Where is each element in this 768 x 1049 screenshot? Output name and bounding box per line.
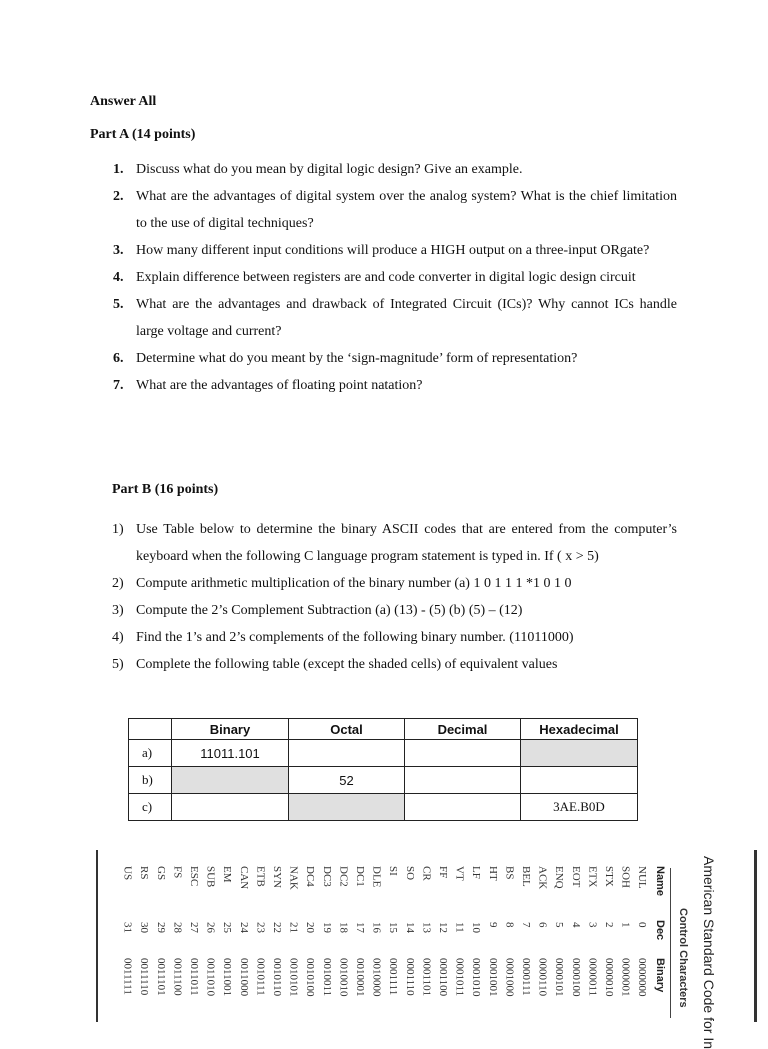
question-text: Compute the 2’s Complement Subtraction (a) (13) - (5) (b) (5) – (12) xyxy=(136,603,523,618)
question-number: 1) xyxy=(112,522,124,537)
ascii-cell-bin: 0011111 xyxy=(121,958,134,995)
ascii-cell-dec: 27 xyxy=(188,922,200,933)
cell-octal xyxy=(289,740,405,767)
question-number: 1. xyxy=(113,162,124,177)
part-b-question xyxy=(112,597,677,624)
ascii-cell-name: DC4 xyxy=(304,866,317,887)
ascii-cell-name: SOH xyxy=(619,866,632,889)
ascii-cell-name: ETX xyxy=(586,866,599,888)
ascii-cell-dec: 17 xyxy=(354,922,366,933)
ascii-cell-bin: 0011001 xyxy=(221,958,234,997)
question-number: 3. xyxy=(113,243,124,258)
question-number: 5. xyxy=(113,297,124,312)
ascii-cell-bin: 0001100 xyxy=(437,958,449,997)
ascii-header-binary: Binary xyxy=(654,958,666,993)
row-label: b) xyxy=(129,767,172,794)
part-b-question xyxy=(112,570,677,597)
cell-decimal xyxy=(405,740,521,767)
part-a-question-list xyxy=(113,156,677,399)
ascii-cell-dec: 10 xyxy=(470,922,483,933)
cell-binary xyxy=(172,794,289,821)
question-number: 6. xyxy=(113,351,124,366)
ascii-cell-bin: 0000110 xyxy=(536,958,549,997)
question-number: 2) xyxy=(112,576,124,591)
cell-hexadecimal: 3AE.B0D xyxy=(521,794,638,821)
ascii-cell-name: CAN xyxy=(237,866,250,890)
question-text: What are the advantages and drawback of Integrated Circuit (ICs)? Why cannot ICs handle large voltage and current? xyxy=(136,297,677,339)
ascii-cell-bin: 0000111 xyxy=(520,958,532,996)
ascii-cell-bin: 0010101 xyxy=(287,958,300,997)
instructions-heading: Answer All xyxy=(90,94,157,109)
question-number: 2. xyxy=(113,189,124,204)
ascii-cell-bin: 0010010 xyxy=(337,958,350,997)
ascii-cell-dec: 19 xyxy=(320,922,333,933)
ascii-cell-dec: 29 xyxy=(154,922,167,933)
ascii-cell-dec: 20 xyxy=(304,922,317,933)
question-text: Compute arithmetic multiplication of the binary number (a) 1 0 1 1 1 *1 0 1 0 xyxy=(136,576,572,591)
question-text: Determine what do you meant by the ‘sign-magnitude’ form of representation? xyxy=(136,351,578,366)
table-row xyxy=(129,740,638,767)
ascii-cell-bin: 0000100 xyxy=(569,958,582,997)
ascii-header-name: Name xyxy=(654,866,666,896)
ascii-cell-name: SYN xyxy=(271,866,283,889)
ascii-cell-dec: 12 xyxy=(437,922,449,933)
cell-hexadecimal-shaded xyxy=(521,740,638,767)
ascii-cell-dec: 21 xyxy=(287,922,300,933)
ascii-cell-bin: 0010011 xyxy=(320,958,333,997)
ascii-cell-name: HT xyxy=(486,866,499,881)
header-blank xyxy=(129,719,172,740)
ascii-cell-dec: 15 xyxy=(387,922,400,933)
header-binary: Binary xyxy=(172,719,289,740)
ascii-cell-dec: 5 xyxy=(553,922,566,928)
cell-binary: 11011.101 xyxy=(172,740,289,767)
cell-hexadecimal xyxy=(521,767,638,794)
ascii-cell-name: DC3 xyxy=(320,866,333,887)
ascii-cell-name: BEL xyxy=(520,866,532,887)
cell-decimal xyxy=(405,767,521,794)
cell-octal: 52 xyxy=(289,767,405,794)
ascii-cell-dec: 26 xyxy=(204,922,217,933)
ascii-cell-bin: 0011010 xyxy=(204,958,217,997)
ascii-cell-bin: 0001111 xyxy=(387,958,400,996)
ascii-cell-bin: 0001101 xyxy=(420,958,433,997)
ascii-cell-bin: 0011011 xyxy=(188,958,200,996)
row-label: c) xyxy=(129,794,172,821)
ascii-table-subtitle: Control Characters xyxy=(677,908,689,1008)
ascii-cell-dec: 6 xyxy=(536,922,549,928)
part-a-question xyxy=(113,372,677,399)
ascii-cell-dec: 30 xyxy=(138,922,151,933)
ascii-cell-name: GS xyxy=(154,866,167,881)
ascii-cell-bin: 0000000 xyxy=(636,958,649,997)
ascii-cell-dec: 2 xyxy=(603,922,615,928)
part-b-question xyxy=(112,516,677,570)
ascii-cell-bin: 0000010 xyxy=(603,958,615,997)
ascii-cell-bin: 0001000 xyxy=(503,958,516,997)
question-text: Discuss what do you mean by digital logic design? Give an example. xyxy=(136,162,523,177)
cell-binary-shaded xyxy=(172,767,289,794)
ascii-cell-dec: 18 xyxy=(337,922,350,933)
ascii-cell-dec: 24 xyxy=(237,922,250,933)
ascii-cell-name: ESC xyxy=(188,866,200,887)
row-label: a) xyxy=(129,740,172,767)
ascii-cell-dec: 8 xyxy=(503,922,516,928)
ascii-cell-name: DLE xyxy=(370,866,383,888)
question-text: Use Table below to determine the binary ASCII codes that are entered from the computer’s keyboard when the following C language program statement is typed in. If ( x > 5) xyxy=(136,522,677,564)
ascii-cell-bin: 0001110 xyxy=(403,958,416,996)
ascii-cell-name: SO xyxy=(403,866,416,881)
part-b-title: Part B (16 points) xyxy=(112,482,219,497)
ascii-cell-dec: 4 xyxy=(569,922,582,928)
ascii-cell-bin: 0011101 xyxy=(154,958,167,996)
question-text: How many different input conditions will produce a HIGH output on a three-input ORgate? xyxy=(136,243,650,258)
part-b-question-list xyxy=(112,516,677,678)
ascii-cell-bin: 0010001 xyxy=(354,958,366,997)
question-text: Explain difference between registers are and code converter in digital logic design circuit xyxy=(136,270,636,285)
ascii-cell-name: BS xyxy=(503,866,516,880)
ascii-cell-bin: 0001001 xyxy=(486,958,499,997)
question-number: 3) xyxy=(112,603,124,618)
ascii-cell-bin: 0010110 xyxy=(271,958,283,997)
ascii-cell-name: EOT xyxy=(569,866,582,888)
ascii-cell-dec: 1 xyxy=(619,922,632,928)
ascii-cell-name: NUL xyxy=(636,866,649,889)
ascii-cell-dec: 3 xyxy=(586,922,599,928)
question-number: 4) xyxy=(112,630,124,645)
part-a-question xyxy=(113,291,677,345)
question-number: 4. xyxy=(113,270,124,285)
part-a-title: Part A (14 points) xyxy=(90,127,196,142)
ascii-cell-dec: 28 xyxy=(171,922,184,933)
question-text: Complete the following table (except the shaded cells) of equivalent values xyxy=(136,657,558,672)
header-hexadecimal: Hexadecimal xyxy=(521,719,638,740)
part-a-question xyxy=(113,264,677,291)
ascii-header-dec: Dec xyxy=(654,920,666,941)
ascii-cell-name: SI xyxy=(387,866,400,876)
ascii-cell-dec: 9 xyxy=(486,922,499,928)
ascii-cell-name: NAK xyxy=(287,866,300,890)
question-text: Find the 1’s and 2’s complements of the following binary number. (11011000) xyxy=(136,630,574,645)
ascii-cell-dec: 25 xyxy=(221,922,234,933)
part-a-question xyxy=(113,345,677,372)
question-number: 5) xyxy=(112,657,124,672)
ascii-cell-name: DC1 xyxy=(354,866,366,887)
ascii-cell-name: ACK xyxy=(536,866,549,890)
ascii-cell-bin: 0010100 xyxy=(304,958,317,997)
ascii-cell-name: ETB xyxy=(254,866,267,887)
header-octal: Octal xyxy=(289,719,405,740)
question-number: 7. xyxy=(113,378,124,393)
question-text: What are the advantages of digital system over the analog system? What is the chief limitation to the use of digital techniques? xyxy=(136,189,677,231)
ascii-cell-dec: 7 xyxy=(520,922,532,928)
ascii-cell-name: RS xyxy=(138,866,151,880)
ascii-cell-dec: 16 xyxy=(370,922,383,933)
ascii-cell-name: SUB xyxy=(204,866,217,888)
cell-octal-shaded xyxy=(289,794,405,821)
ascii-cell-bin: 0011000 xyxy=(237,958,250,997)
ascii-cell-bin: 0011100 xyxy=(171,958,184,996)
ascii-cell-name: US xyxy=(121,866,134,881)
part-a-question xyxy=(113,156,677,183)
ascii-cell-bin: 0011110 xyxy=(138,958,151,996)
ascii-cell-dec: 0 xyxy=(636,922,649,928)
ascii-table-title: American Standard Code for In xyxy=(701,856,717,1049)
cell-decimal xyxy=(405,794,521,821)
ascii-cell-bin: 0000011 xyxy=(586,958,599,997)
table-header-row xyxy=(129,719,638,740)
ascii-cell-bin: 0010111 xyxy=(254,958,267,996)
question-text: What are the advantages of floating point natation? xyxy=(136,378,423,393)
equivalent-values-table xyxy=(128,718,638,821)
ascii-cell-dec: 11 xyxy=(453,922,466,933)
ascii-cell-bin: 0000001 xyxy=(619,958,632,997)
ascii-cell-name: STX xyxy=(603,866,615,887)
ascii-table-divider xyxy=(670,868,671,1018)
ascii-cell-name: DC2 xyxy=(337,866,350,887)
ascii-cell-dec: 13 xyxy=(420,922,433,933)
ascii-cell-bin: 0010000 xyxy=(370,958,383,997)
ascii-cell-name: CR xyxy=(420,866,433,881)
ascii-cell-dec: 14 xyxy=(403,922,416,933)
table-row xyxy=(129,794,638,821)
part-a-question xyxy=(113,237,677,264)
part-a-question xyxy=(113,183,677,237)
ascii-cell-bin: 0001011 xyxy=(453,958,466,997)
table-row xyxy=(129,767,638,794)
ascii-cell-dec: 31 xyxy=(121,922,134,933)
ascii-cell-bin: 0001010 xyxy=(470,958,483,997)
ascii-cell-name: FF xyxy=(437,866,449,879)
ascii-cell-name: EM xyxy=(221,866,234,883)
ascii-cell-name: LF xyxy=(470,866,483,879)
part-b-question xyxy=(112,624,677,651)
ascii-cell-dec: 23 xyxy=(254,922,267,933)
ascii-cell-name: ENQ xyxy=(553,866,566,889)
ascii-cell-name: FS xyxy=(171,866,184,879)
ascii-cell-bin: 0000101 xyxy=(553,958,566,997)
header-decimal: Decimal xyxy=(405,719,521,740)
part-b-question xyxy=(112,651,677,678)
ascii-cell-name: VT xyxy=(453,866,466,881)
ascii-cell-dec: 22 xyxy=(271,922,283,933)
